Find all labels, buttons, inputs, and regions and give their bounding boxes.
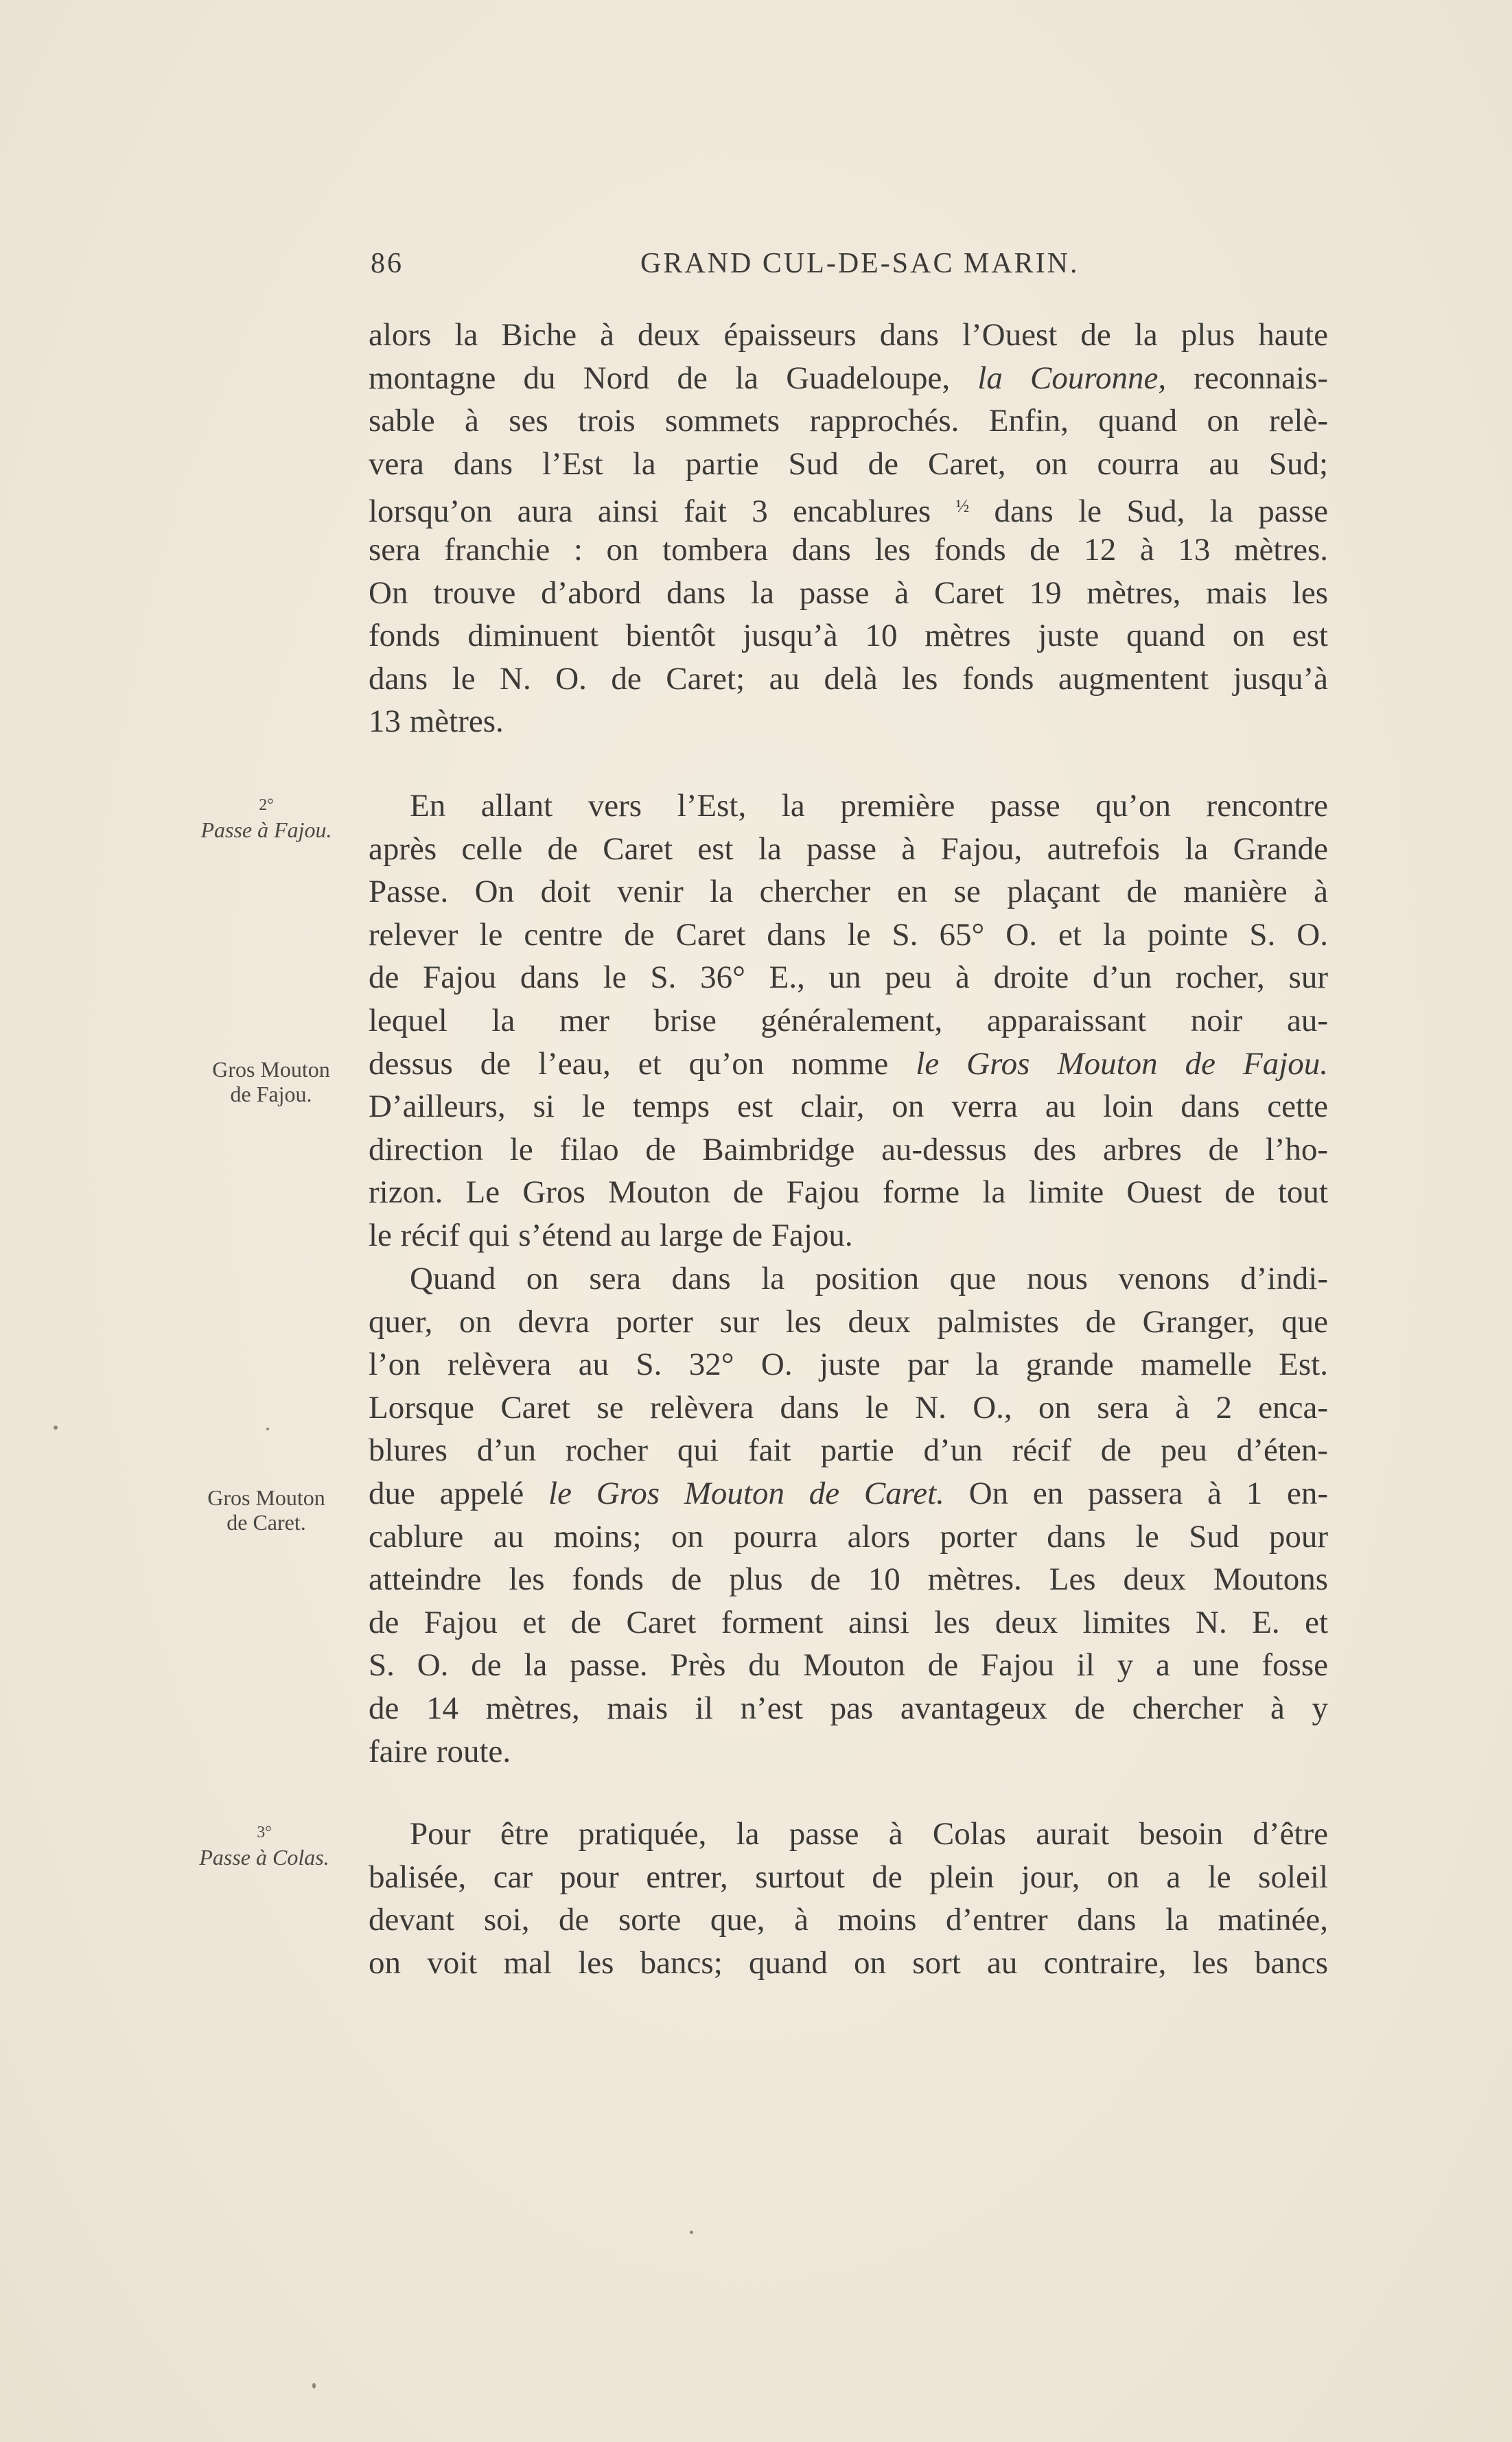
text-line: En allant vers l’Est, la première passe qu’on rencontre bbox=[410, 788, 1328, 824]
margin-note-text: Passe à Fajou. bbox=[200, 817, 332, 842]
text-line: lequel la mer brise généralement, apparaissant noir au- bbox=[369, 1002, 1328, 1038]
text-line: blures d’un rocher qui fait partie d’un récif de peu d’éten- bbox=[369, 1432, 1328, 1469]
text-line: On trouve d’abord dans la passe à Caret 19 mètres, mais les bbox=[369, 574, 1328, 611]
text-line: S. O. de la passe. Près du Mouton de Fajou il y a une fosse bbox=[369, 1647, 1328, 1684]
text-line: D’ailleurs, si le temps est clair, on verra au loin dans cette bbox=[369, 1089, 1328, 1125]
running-header bbox=[371, 247, 1328, 288]
text-line: relever le centre de Caret dans le S. 65° O. et la pointe S. O. bbox=[369, 916, 1328, 953]
text-line: sera franchie : on tombera dans les fonds de 12 à 13 mètres. bbox=[369, 531, 1328, 568]
text-line: on voit mal les bancs; quand on sort au contraire, les bancs bbox=[369, 1944, 1328, 1981]
text-line: Lorsque Caret se relèvera dans le N. O., on sera à 2 enca- bbox=[369, 1389, 1328, 1426]
italic-term: la Couronne, bbox=[977, 360, 1167, 396]
ordinal: 2° bbox=[259, 796, 274, 814]
text-line: le récif qui s’étend au large de Fajou. bbox=[369, 1217, 853, 1253]
paper-speck bbox=[312, 2383, 316, 2388]
margin-note-gros-mouton-caret bbox=[177, 1485, 356, 1535]
text-line: Pour être pratiquée, la passe à Colas aurait besoin d’être bbox=[410, 1816, 1328, 1852]
text-line: de Fajou et de Caret forment ainsi les deux limites N. E. et bbox=[369, 1604, 1328, 1640]
text-line: Passe. On doit venir la chercher en se plaçant de manière à bbox=[369, 874, 1328, 910]
text-line: lorsqu’on aura ainsi fait 3 encablures $^{\frac{1}{2}}$ dans le Sud, la passe bbox=[369, 493, 1328, 530]
text-line: sable à ses trois sommets rapprochés. Enfin, quand on relè- bbox=[369, 403, 1328, 439]
text-line: faire route. bbox=[369, 1733, 511, 1769]
text-line: de Fajou dans le S. 36° E., un peu à droite d’un rocher, sur bbox=[369, 960, 1328, 996]
text-line: l’on relèvera au S. 32° O. juste par la grande mamelle Est. bbox=[369, 1347, 1328, 1383]
page-number: 86 bbox=[371, 248, 404, 279]
text-line: due appelé le Gros Mouton de Caret. On en passera à 1 en- bbox=[369, 1475, 1328, 1511]
text-line: après celle de Caret est la passe à Fajou, autrefois la Grande bbox=[369, 830, 1328, 867]
paragraph-1 bbox=[369, 314, 1328, 743]
text-line: balisée, car pour entrer, surtout de plein jour, on a le soleil bbox=[369, 1859, 1328, 1895]
italic-term: le Gros Mouton de Caret. bbox=[548, 1475, 944, 1511]
margin-note-gros-mouton-fajou bbox=[182, 1057, 360, 1106]
text-line: de 14 mètres, mais il n’est pas avantageux de chercher à y bbox=[369, 1690, 1328, 1726]
text-line: Quand on sera dans la position que nous venons d’indi- bbox=[410, 1261, 1328, 1296]
paper-speck bbox=[266, 1428, 269, 1430]
text-line: rizon. Le Gros Mouton de Fajou forme la limite Ouest de tout bbox=[369, 1174, 1328, 1211]
margin-note-passe-colas bbox=[175, 1820, 353, 1870]
ordinal: 3° bbox=[257, 1824, 272, 1841]
fraction-half: ½ bbox=[955, 496, 970, 517]
text-line: direction le filao de Baimbridge au-dessus des arbres de l’ho- bbox=[369, 1131, 1328, 1167]
margin-note-line: de Fajou. bbox=[230, 1082, 312, 1106]
text-line: fonds diminuent bientôt jusqu’à 10 mètres juste quand on est bbox=[369, 618, 1328, 654]
paper-speck bbox=[54, 1426, 58, 1430]
text-line: vera dans l’Est la partie Sud de Caret, on courra au Sud; bbox=[369, 445, 1328, 482]
text-line: devant soi, de sorte que, à moins d’entrer dans la matinée, bbox=[369, 1902, 1328, 1938]
paper-speck bbox=[690, 2231, 693, 2234]
text-line: montagne du Nord de la Guadeloupe, la Couronne, reconnais- bbox=[369, 360, 1329, 396]
text-line: quer, on devra porter sur les deux palmistes de Granger, que bbox=[369, 1303, 1328, 1340]
paragraph-2 bbox=[369, 784, 1328, 1257]
text-line: 13 mètres. bbox=[369, 703, 504, 740]
text-line: cablure au moins; on pourra alors porter dans le Sud pour bbox=[369, 1518, 1328, 1555]
margin-note-text: Passe à Colas. bbox=[199, 1845, 329, 1870]
paragraph-3 bbox=[369, 1257, 1328, 1773]
running-title: GRAND CUL-DE-SAC MARIN. bbox=[640, 248, 1080, 279]
margin-note-line: de Caret. bbox=[226, 1510, 306, 1535]
margin-note-line: Gros Mouton bbox=[207, 1485, 325, 1510]
paragraph-4 bbox=[369, 1813, 1328, 1984]
text-line: alors la Biche à deux épaisseurs dans l’Ouest de la plus haute bbox=[369, 317, 1328, 353]
margin-note-line: Gros Mouton bbox=[212, 1057, 330, 1082]
text-line: atteindre les fonds de plus de 10 mètres. Les deux Moutons bbox=[369, 1561, 1328, 1598]
margin-note-passe-fajou bbox=[177, 793, 356, 842]
text-line: dans le N. O. de Caret; au delà les fonds augmentent jusqu’à bbox=[369, 660, 1328, 697]
text-line: dessus de l’eau, et qu’on nomme le Gros Mouton de Fajou. bbox=[369, 1045, 1329, 1082]
italic-term: le Gros Mouton de Fajou. bbox=[916, 1045, 1329, 1082]
